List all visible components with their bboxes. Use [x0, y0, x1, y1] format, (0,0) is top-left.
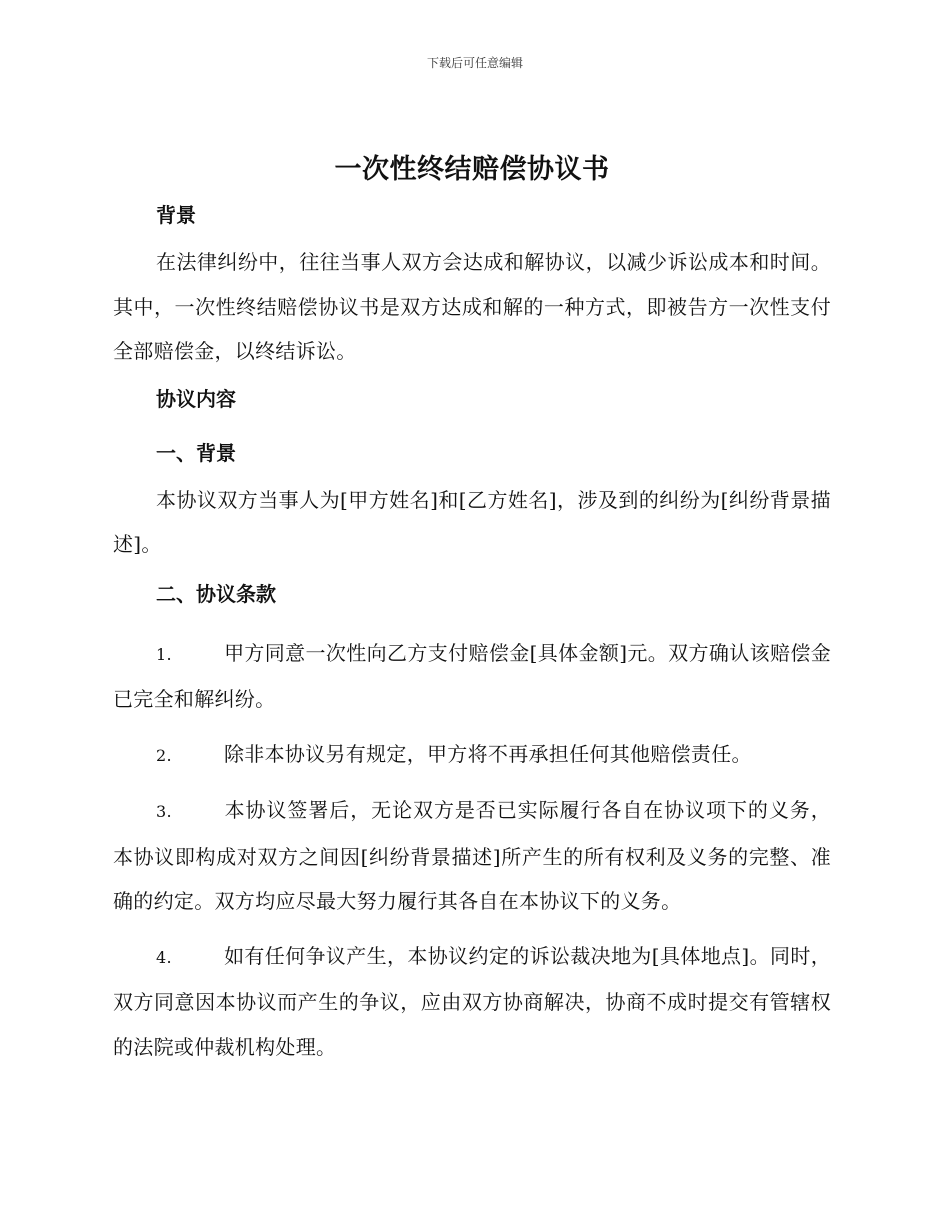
clause-number: 2.: [156, 745, 172, 765]
document-body: [113, 150, 831, 1069]
clause-text: 本协议签署后，无论双方是否已实际履行各自在协议项下的义务，本协议即构成对双方之间因[纠纷背景描述]所产生的所有权利及义务的完整、准确的约定。双方均应尽最大努力履行其各自在本协议下的义务。: [113, 798, 831, 913]
section1-paragraph: 本协议双方当事人为[甲方姓名]和[乙方姓名]，涉及到的纠纷为[纠纷背景描述]。: [113, 487, 831, 556]
content-heading: 协议内容: [156, 386, 236, 411]
clause-number: 3.: [156, 802, 172, 821]
background-heading: 背景: [156, 203, 196, 227]
document-title: 一次性终结赔偿协议书: [334, 154, 610, 185]
clause-item: [113, 732, 831, 779]
section2-heading: 二、协议条款: [156, 581, 276, 606]
clause-text: 甲方同意一次性向乙方支付赔偿金[具体金额]元。双方确认该赔偿金已完全和解纠纷。: [113, 640, 831, 711]
clause-item: [113, 934, 831, 1070]
clause-text: 除非本协议另有规定，甲方将不再承担任何其他赔偿责任。: [224, 741, 752, 766]
page-header: 下载后可任意编辑: [426, 56, 523, 70]
background-paragraph: 在法律纠纷中，往往当事人双方会达成和解协议，以减少诉讼成本和时间。其中，一次性终结赔偿协议书是双方达成和解的一种方式，即被告方一次性支付全部赔偿金，以终结诉讼。: [113, 250, 831, 363]
clause-number: 1.: [156, 644, 172, 664]
clause-item: [113, 788, 831, 924]
clause-text: 如有任何争议产生，本协议约定的诉讼裁决地为[具体地点]。同时，双方同意因本协议而产生的争议，应由双方协商解决，协商不成时提交有管辖权的法院或仲裁机构处理。: [113, 943, 831, 1059]
section1-heading: 一、背景: [156, 440, 236, 465]
clause-item: [113, 631, 831, 722]
clause-number: 4.: [156, 947, 172, 967]
